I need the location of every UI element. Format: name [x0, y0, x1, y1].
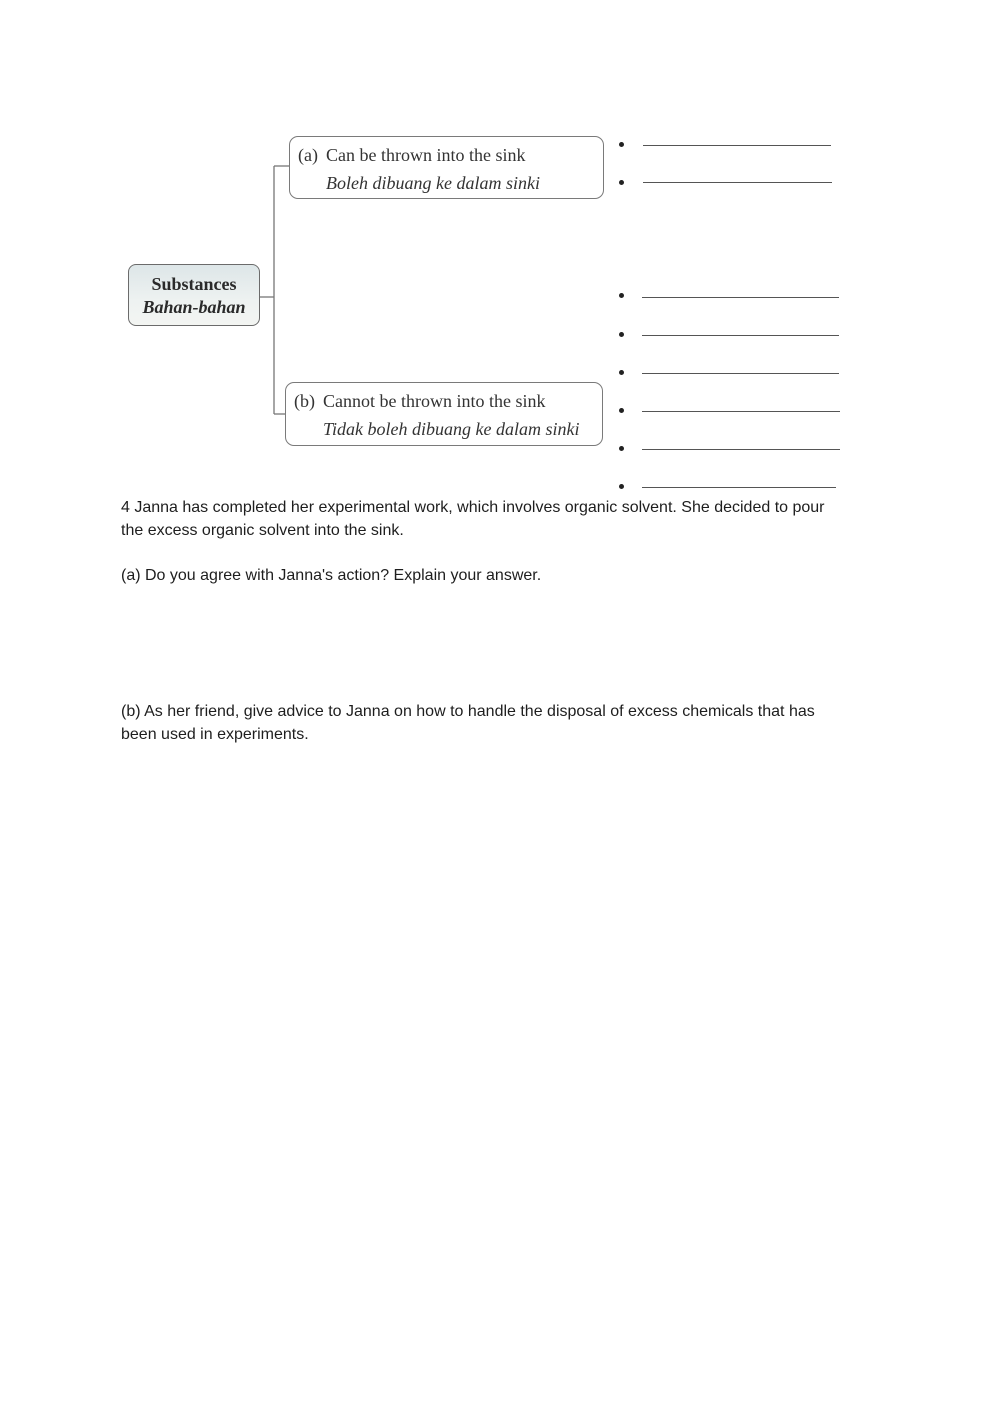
branch-a-label-en: Can be thrown into the sink	[325, 145, 526, 165]
answer-blank-b4[interactable]	[642, 411, 840, 412]
question-4a-text: (a) Do you agree with Janna's action? Explain your answer.	[121, 567, 542, 584]
branch-a-label-ms: Boleh dibuang ke dalam sinki	[326, 173, 540, 193]
answer-blank-b6[interactable]	[642, 487, 836, 488]
branch-node-can-be-thrown	[289, 136, 604, 199]
answer-bullet	[619, 446, 624, 451]
answer-bullet	[619, 332, 624, 337]
answer-blank-a1[interactable]	[643, 145, 831, 146]
answer-bullet	[619, 180, 624, 185]
branch-node-cannot-be-thrown	[285, 382, 603, 446]
branch-b-label-en: Cannot be thrown into the sink	[323, 391, 546, 411]
question-4b-text: (b) As her friend, give advice to Janna on how to handle the disposal of excess chemicals that has been used in experiments.	[121, 703, 815, 743]
branch-b-tag: (b)	[294, 391, 315, 411]
branch-a-tag: (a)	[298, 145, 318, 165]
answer-bullet	[619, 142, 624, 147]
answer-blank-a2[interactable]	[643, 182, 832, 183]
answer-bullet	[619, 370, 624, 375]
answer-blank-b3[interactable]	[642, 373, 839, 374]
answer-blank-b5[interactable]	[642, 449, 840, 450]
branch-b-label-ms: Tidak boleh dibuang ke dalam sinki	[323, 419, 580, 439]
answer-bullet	[619, 408, 624, 413]
root-node-substances	[128, 264, 260, 326]
answer-blank-b1[interactable]	[642, 297, 839, 298]
substances-diagram	[0, 0, 1000, 500]
answer-bullet	[619, 484, 624, 489]
question-4-text: 4 Janna has completed her experimental work, which involves organic solvent. She decided to pour the excess organic solvent into the sink.	[121, 499, 825, 539]
root-label-ms: Bahan-bahan	[142, 297, 246, 317]
root-label-en: Substances	[151, 274, 237, 294]
answer-bullet	[619, 293, 624, 298]
answer-blank-b2[interactable]	[642, 335, 839, 336]
